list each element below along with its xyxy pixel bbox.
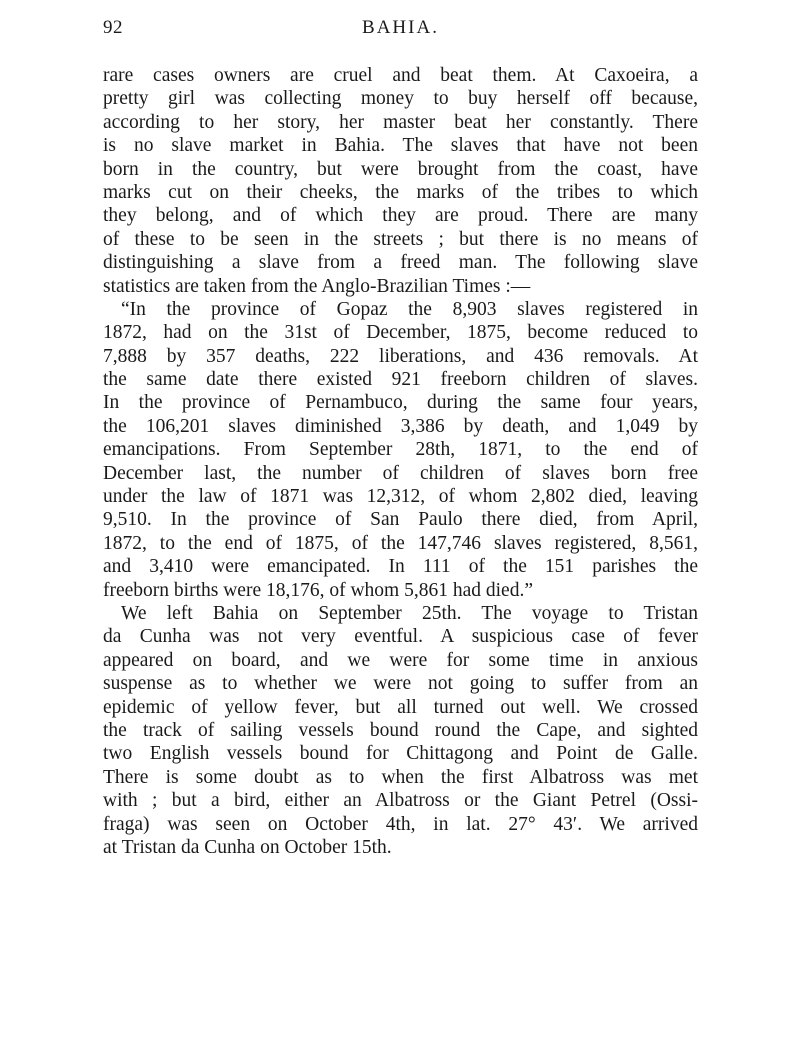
paragraph (103, 64, 698, 298)
text-line: fraga) was seen on October 4th, in lat. 27° 43′. We arrived (103, 813, 698, 835)
text-line: emancipations. From September 28th, 1871, to the end of (103, 439, 698, 461)
paragraph (103, 602, 698, 859)
page-header (103, 17, 698, 47)
text-line: suspense as to whether we were not going to suffer from an (103, 673, 698, 695)
paragraph (103, 298, 698, 602)
text-line: epidemic of yellow fever, but all turned out well. We crossed (103, 696, 698, 718)
running-head: BAHIA. (362, 17, 439, 38)
text-line: 1872, had on the 31st of December, 1875, become reduced to (103, 322, 698, 344)
text-line: 1872, to the end of 1875, of the 147,746 slaves registered, 8,561, (103, 532, 698, 554)
text-line: they belong, and of which they are proud. There are many (103, 205, 698, 227)
text-line: “In the province of Gopaz the 8,903 slaves registered in (121, 298, 698, 320)
text-line: freeborn births were 18,176, of whom 5,861 had died.” (103, 579, 533, 601)
text-line: rare cases owners are cruel and beat them. At Caxoeira, a (103, 65, 698, 86)
text-line: There is some doubt as to when the first Albatross was met (103, 766, 698, 788)
text-line: the track of sailing vessels bound round the Cape, and sighted (103, 719, 698, 741)
text-line: at Tristan da Cunha on October 15th. (103, 836, 392, 858)
text-line: is no slave market in Bahia. The slaves that have not been (103, 135, 698, 157)
text-line: 7,888 by 357 deaths, 222 liberations, and 436 removals. At (103, 345, 698, 367)
text-line: two English vessels bound for Chittagong and Point de Galle. (103, 743, 698, 765)
text-line: In the province of Pernambuco, during the same four years, (103, 392, 698, 414)
body-text (103, 64, 698, 859)
text-line: da Cunha was not very eventful. A suspicious case of fever (103, 626, 698, 648)
page-number: 92 (103, 17, 123, 38)
text-line: of these to be seen in the streets ; but there is no means of (103, 228, 698, 250)
text-line: born in the country, but were brought from the coast, have (103, 158, 698, 180)
text-line: We left Bahia on September 25th. The voyage to Tristan (121, 602, 698, 624)
text-line: statistics are taken from the Anglo-Brazilian Times :— (103, 275, 531, 297)
text-line: pretty girl was collecting money to buy herself off because, (103, 88, 698, 110)
text-line: according to her story, her master beat her constantly. There (103, 111, 698, 133)
text-line: appeared on board, and we were for some time in anxious (103, 649, 698, 671)
text-line: under the law of 1871 was 12,312, of whom 2,802 died, leaving (103, 486, 698, 508)
text-line: the same date there existed 921 freeborn children of slaves. (103, 369, 698, 391)
text-line: distinguishing a slave from a freed man. The following slave (103, 252, 698, 274)
text-line: 9,510. In the province of San Paulo there died, from April, (103, 509, 698, 531)
text-line: marks cut on their cheeks, the marks of the tribes to which (103, 181, 698, 203)
text-line: the 106,201 slaves diminished 3,386 by death, and 1,049 by (103, 415, 698, 437)
text-line: December last, the number of children of slaves born free (103, 462, 698, 484)
text-line: and 3,410 were emancipated. In 111 of the 151 parishes the (103, 556, 698, 578)
text-line: with ; but a bird, either an Albatross or the Giant Petrel (Ossi- (103, 790, 698, 812)
